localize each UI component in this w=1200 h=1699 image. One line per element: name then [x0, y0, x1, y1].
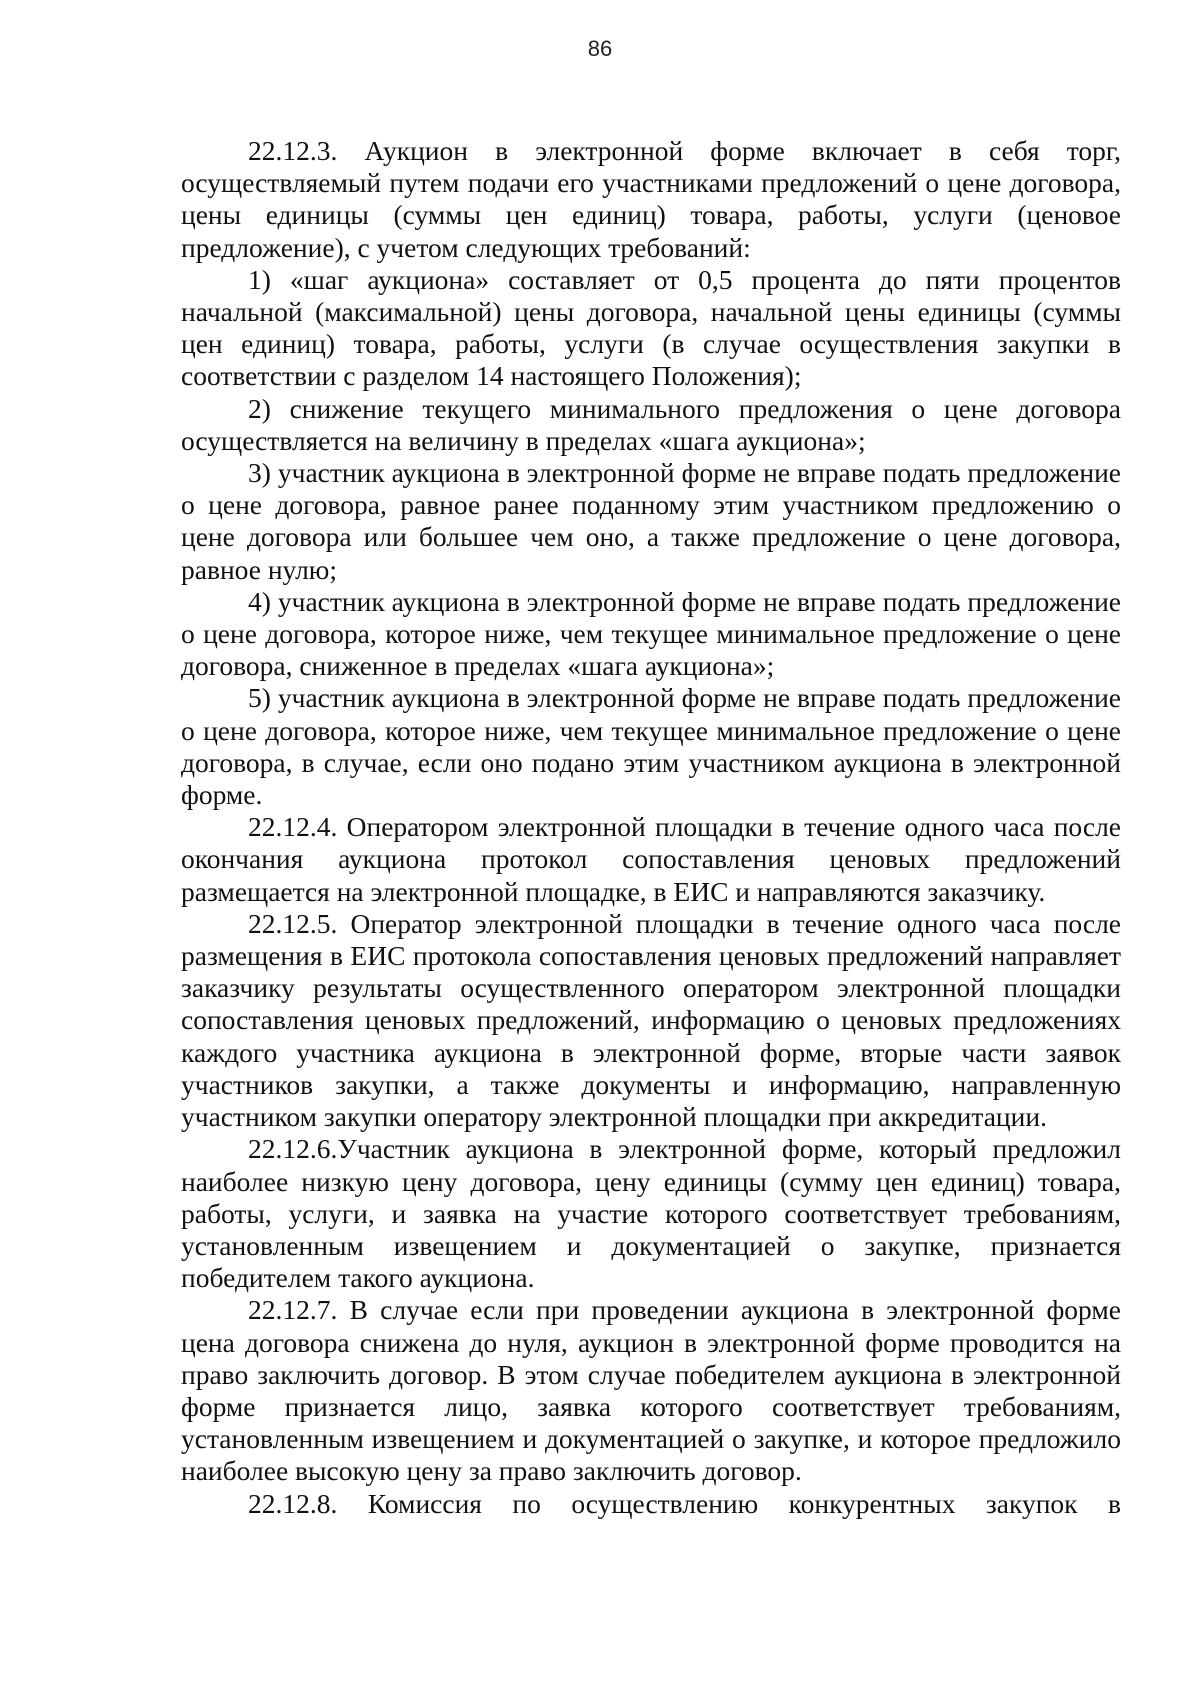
- paragraph-22-12-6: 22.12.6.Участник аукциона в электронной форме, который предложил наиболее низкую цену договора, цену единицы (сумму цен единиц) товара, работы, услуги, и заявка на участие которого соответствует требованиям, установленным извещением и документацией о закупке, признается победителем такого аукциона.: [181, 1133, 1121, 1294]
- page-number: 86: [587, 36, 613, 61]
- paragraph-22-12-8: 22.12.8. Комиссия по осуществлению конкурентных закупок в: [248, 1487, 1121, 1519]
- list-item-4: 4) участник аукциона в электронной форме не вправе подать предложение о цене договора, которое ниже, чем текущее минимальное предложение о цене договора, сниженное в пределах «шага аукциона»;: [181, 585, 1121, 682]
- list-item-1: 1) «шаг аукциона» составляет от 0,5 процента до пяти процентов начальной (максимальной) цены договора, начальной цены единицы (суммы цен единиц) товара, работы, услуги (в случае осуществления закупки в соответствии с разделом 14 настоящего Положения);: [181, 263, 1121, 392]
- list-item-5: 5) участник аукциона в электронной форме не вправе подать предложение о цене договора, которое ниже, чем текущее минимальное предложение о цене договора, в случае, если оно подано этим участником аукциона в электронной форме.: [181, 682, 1121, 811]
- paragraph-22-12-7: 22.12.7. В случае если при проведении аукциона в электронной форме цена договора снижена до нуля, аукцион в электронной форме проводится на право заключить договор. В этом случае победителем аукциона в электронной форме признается лицо, заявка которого соответствует требованиям, установленным извещением и документацией о закупке, и которое предложило наиболее высокую цену за право заключить договор.: [181, 1294, 1121, 1487]
- list-item-3: 3) участник аукциона в электронной форме не вправе подать предложение о цене договора, равное ранее поданному этим участником предложению о цене договора или большее чем оно, а также предложение о цене договора, равное нулю;: [181, 457, 1121, 585]
- paragraph-22-12-5: 22.12.5. Оператор электронной площадки в течение одного часа после размещения в ЕИС протокола сопоставления ценовых предложений направляет заказчику результаты осуществленного оператором электронной площадки сопоставления ценовых предложений, информацию о ценовых предложениях каждого участника аукциона в электронной форме, вторые части заявок участников закупки, а также документы и информацию, направленную участником закупки оператору электронной площадки при аккредитации.: [181, 907, 1121, 1133]
- list-item-2: 2) снижение текущего минимального предложения о цене договора осуществляется на величину в пределах «шага аукциона»;: [181, 392, 1121, 456]
- paragraph-22-12-4: 22.12.4. Оператором электронной площадки в течение одного часа после окончания аукциона протокол сопоставления ценовых предложений размещается на электронной площадке, в ЕИС и направляются заказчику.: [181, 811, 1121, 907]
- document-body: [181, 135, 1121, 1520]
- paragraph-22-12-3: 22.12.3. Аукцион в электронной форме включает в себя торг, осуществляемый путем подачи его участниками предложений о цене договора, цены единицы (суммы цен единиц) товара, работы, услуги (ценовое предложение), с учетом следующих требований:: [181, 135, 1121, 263]
